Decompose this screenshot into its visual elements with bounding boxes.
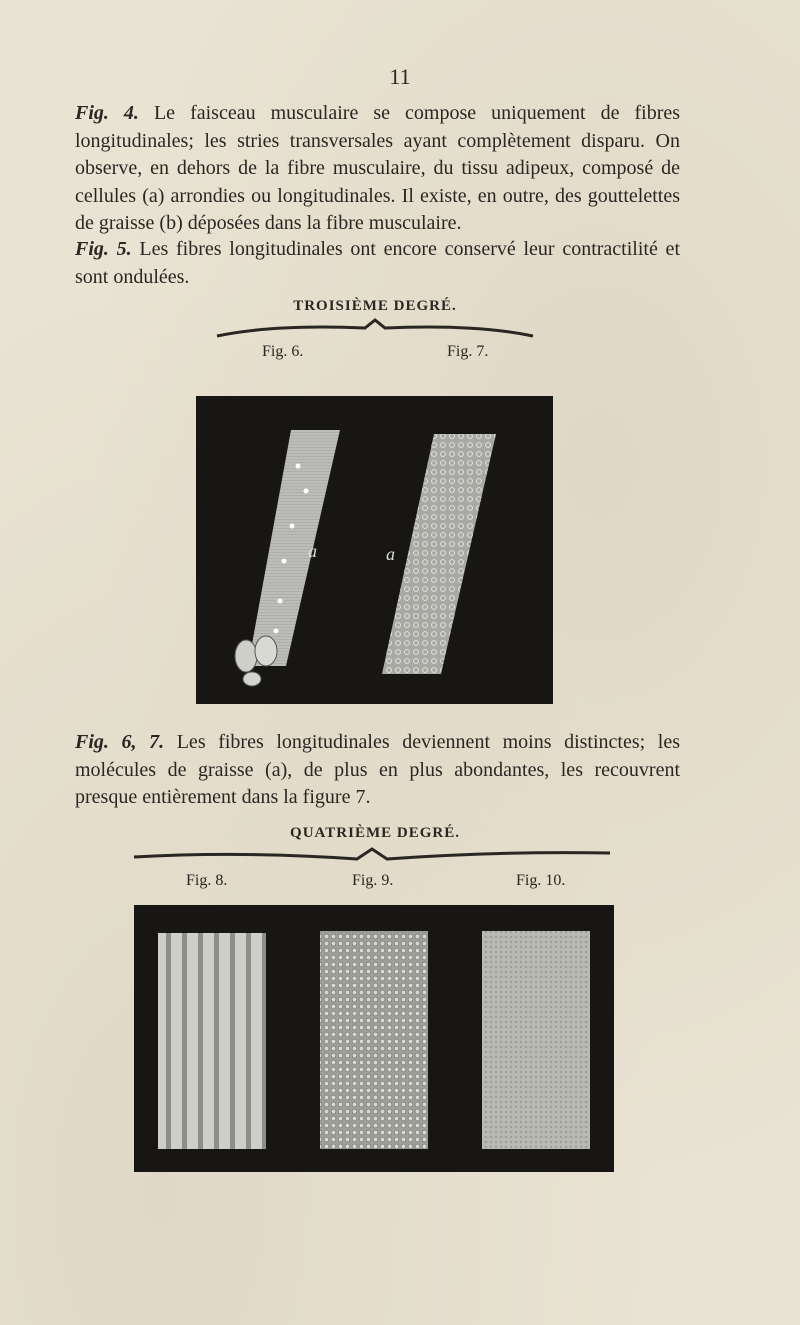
figure-caption-10: Fig. 10. bbox=[516, 872, 566, 889]
figure-caption-8: Fig. 8. bbox=[186, 872, 228, 889]
page-number: 11 bbox=[389, 64, 411, 89]
brace-divider bbox=[215, 316, 535, 340]
figure-reference: Fig. 5. bbox=[75, 238, 132, 260]
paragraph-text: Les fibres longitudinales ont encore conservé leur contractilité et sont ondulées. bbox=[75, 238, 680, 288]
fiber-fig8 bbox=[158, 933, 266, 1149]
figure-reference: Fig. 6, 7. bbox=[75, 731, 165, 753]
figure-reference: Fig. 4. bbox=[75, 102, 139, 124]
plate-figures-6-7 bbox=[196, 396, 553, 704]
muscle-fiber-illustration bbox=[196, 396, 553, 704]
paragraph-fig5 bbox=[75, 236, 680, 291]
section-title-fourth-degree: QUATRIÈME DEGRÉ. bbox=[290, 825, 460, 841]
paragraph-text: Les fibres longitudinales deviennent moins distinctes; les molécules de graisse (a), de plus en plus abondantes, les recouvrent presque entièrement dans la figure 7. bbox=[75, 731, 681, 808]
paragraph-fig4 bbox=[75, 100, 680, 238]
fiber-fig10 bbox=[482, 931, 590, 1149]
degenerated-fiber-illustration bbox=[134, 905, 614, 1172]
fat-droplet bbox=[243, 672, 261, 686]
label-a-fig7: a bbox=[386, 544, 395, 564]
muscle-fiber-6 bbox=[248, 430, 340, 666]
brace-divider bbox=[132, 843, 612, 867]
plate-figures-8-9-10 bbox=[134, 905, 614, 1172]
label-a-fig6: a bbox=[308, 541, 317, 561]
section-title-third-degree: TROISIÈME DEGRÉ. bbox=[293, 298, 457, 314]
fat-droplet bbox=[255, 636, 277, 666]
fiber-fig9 bbox=[320, 931, 428, 1149]
paragraph-text: Le faisceau musculaire se compose uniquement de fibres longitudinales; les stries transversales ayant complètement disparu. On observe, en dehors de la fibre musculaire, du tissu adipeux, composé de cellules (a) arrondies ou longitudinales. Il existe, en outre, des gouttelettes de graisse (b) déposées dans la fibre musculaire. bbox=[75, 102, 681, 234]
paragraph-fig6-7 bbox=[75, 729, 680, 812]
figure-caption-6: Fig. 6. bbox=[262, 343, 304, 360]
figure-caption-7: Fig. 7. bbox=[447, 343, 489, 360]
figure-caption-9: Fig. 9. bbox=[352, 872, 394, 889]
fat-droplet bbox=[235, 640, 257, 672]
